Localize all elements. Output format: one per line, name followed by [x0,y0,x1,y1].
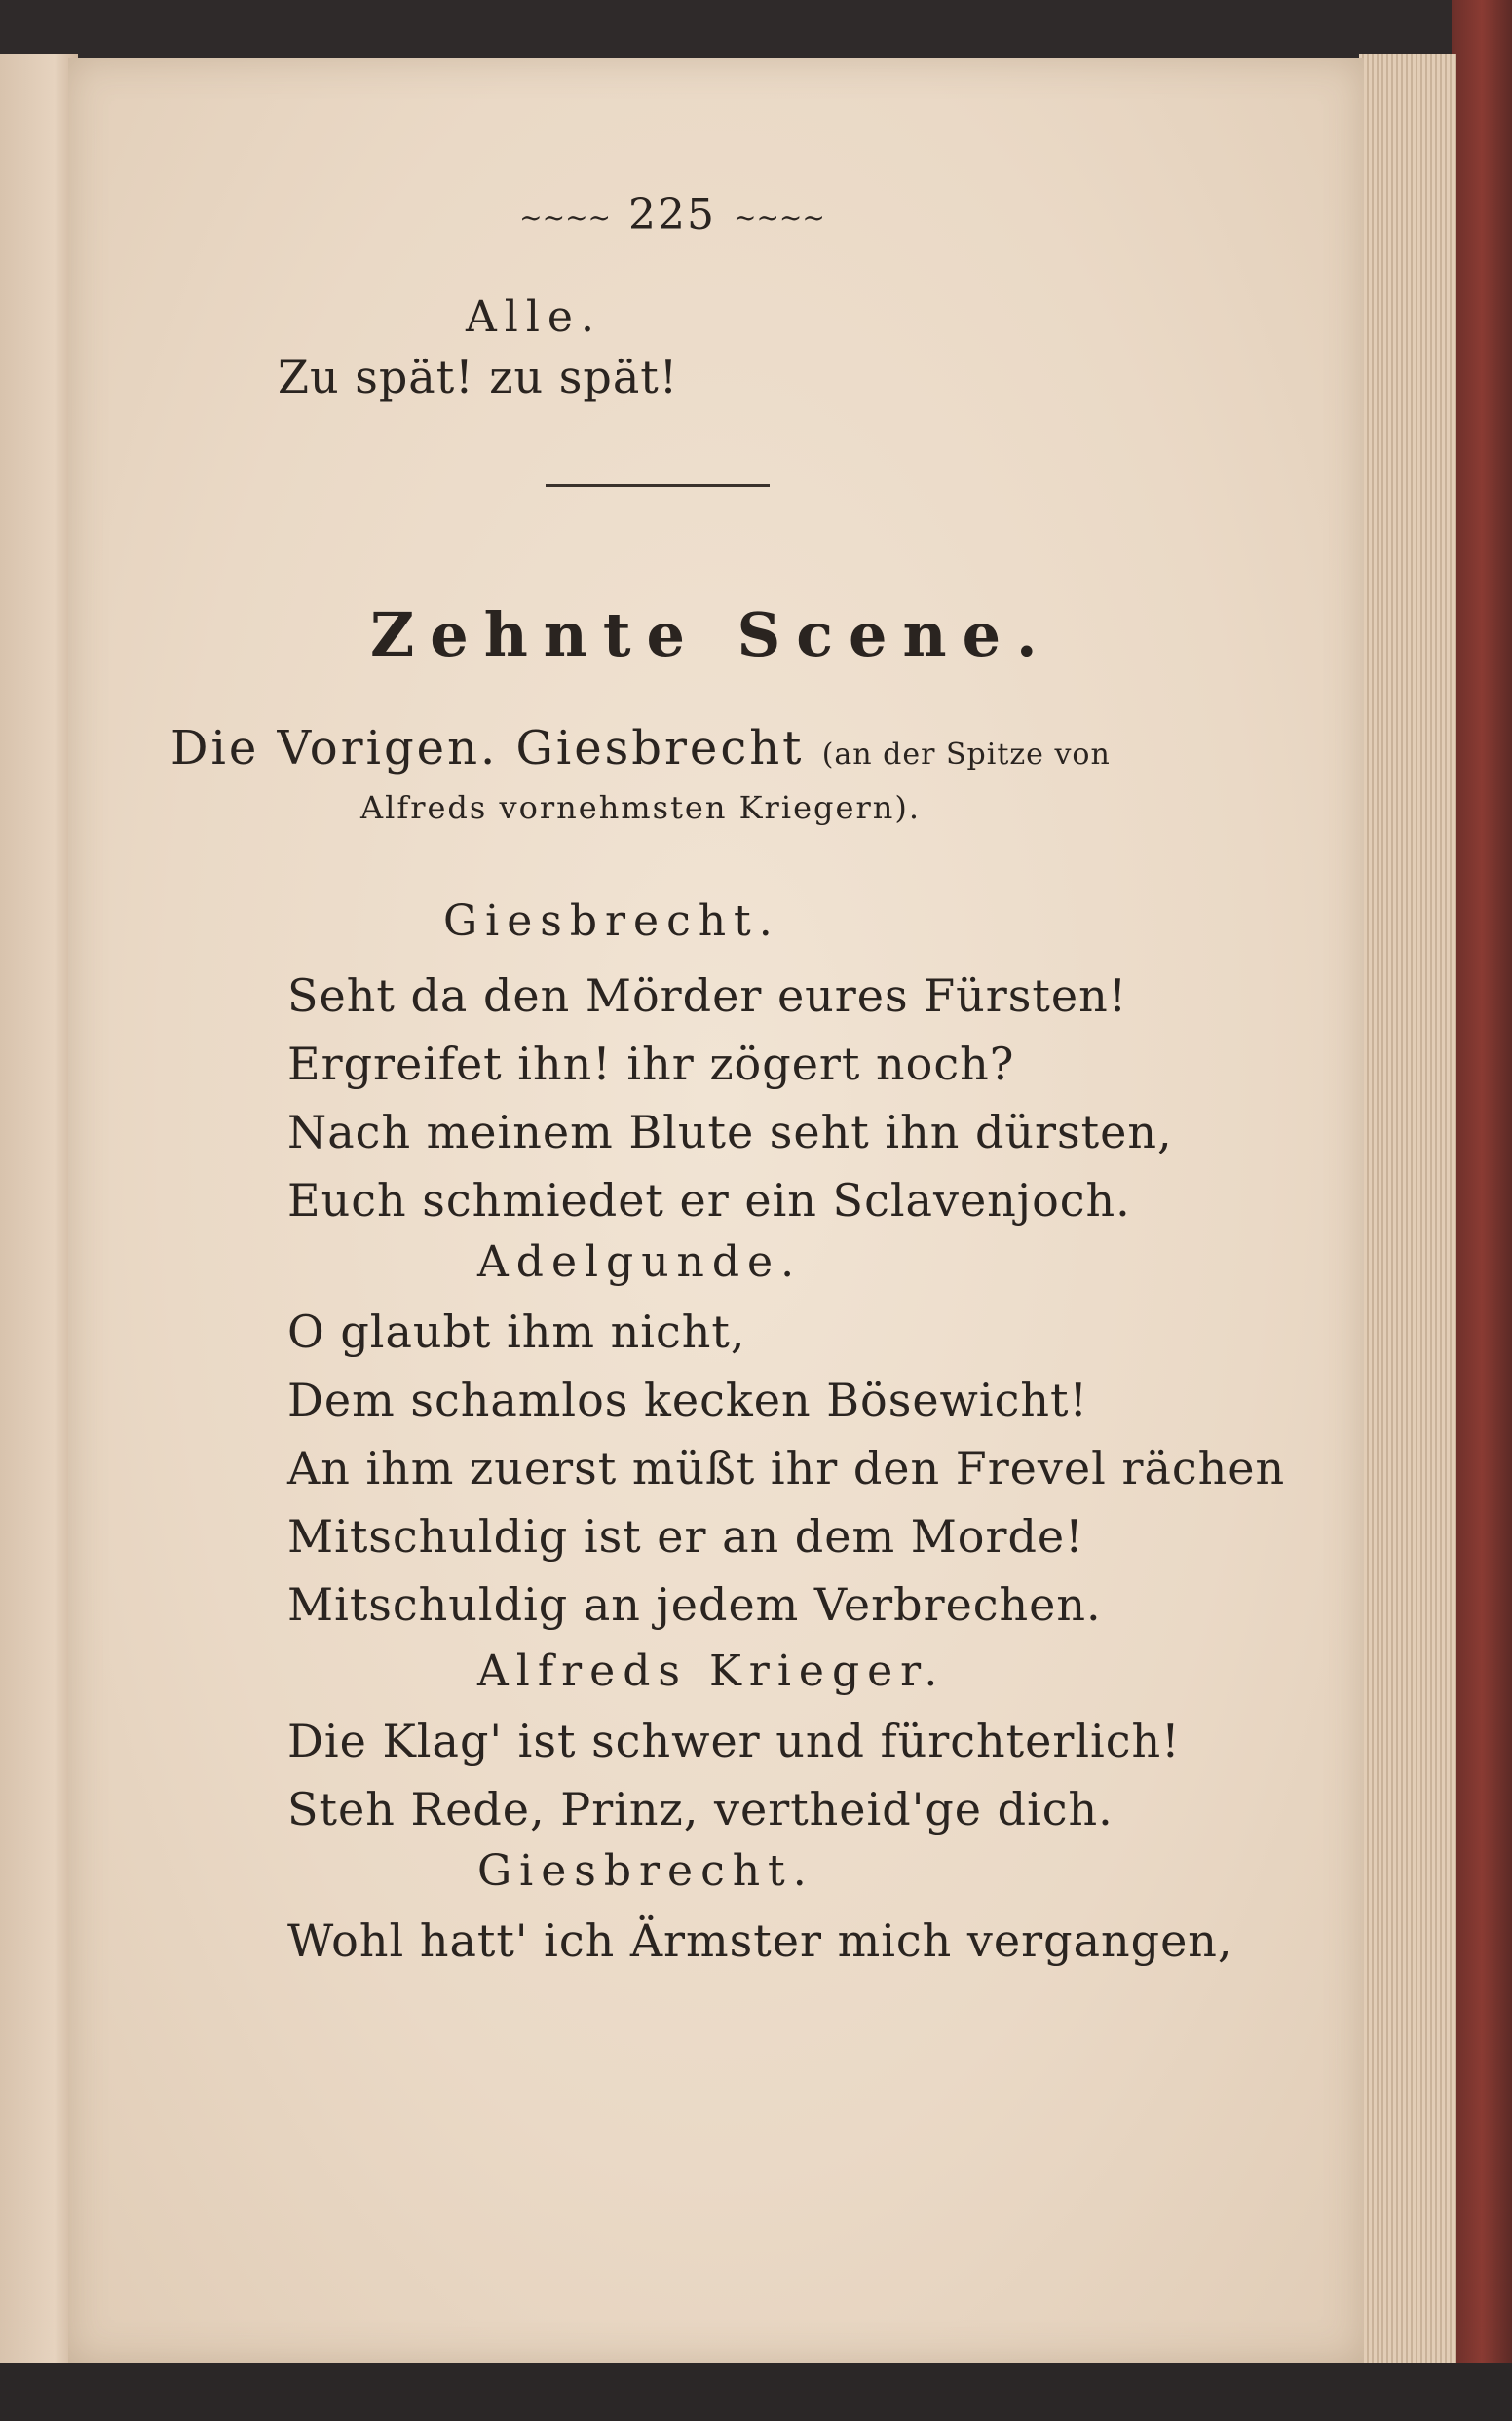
speaker-alfreds-krieger: Alfreds Krieger. [477,1646,946,1696]
book-cover-bottom [0,2363,1512,2421]
page-header [487,190,857,240]
stage-direction-main: Die Vorigen. Giesbrecht [170,721,805,775]
header-ornament-right: ~~~~ [733,202,825,234]
speaker-giesbrecht: Giesbrecht. [477,1846,814,1896]
verse-line: Seht da den Mörder eures Fürsten! [287,969,1128,1022]
speaker-adelgunde: Adelgunde. [477,1237,803,1287]
section-divider [546,484,770,487]
page-stack-edges [1359,54,1456,2372]
book-cover-top [0,0,1512,58]
scene-title: Zehnte Scene. [370,599,1053,670]
verse-line: Mitschuldig an jedem Verbrechen. [287,1578,1102,1631]
header-ornament-left: ~~~~ [519,202,611,234]
verse-line: Zu spät! zu spät! [278,351,679,403]
stage-direction-continued: Alfreds vornehmsten Kriegern). [360,789,921,826]
verse-line: Euch schmiedet er ein Sclavenjoch. [287,1174,1131,1227]
verse-line: Steh Rede, Prinz, vertheid'ge dich. [287,1783,1114,1835]
speaker-alle: Alle. [466,292,602,342]
verse-line: Nach meinem Blute seht ihn dürsten, [287,1106,1173,1158]
speaker-giesbrecht: Giesbrecht. [443,896,780,946]
verse-line: Mitschuldig ist er an dem Morde! [287,1510,1084,1563]
verse-line: Dem schamlos kecken Bösewicht! [287,1374,1088,1426]
stage-direction [170,721,1111,775]
verse-line: Wohl hatt' ich Ärmster mich vergangen, [287,1914,1233,1967]
previous-page-edge [0,54,78,2372]
verse-line: O glaubt ihm nicht, [287,1305,746,1358]
book-binding-right [1452,0,1512,2421]
stage-direction-aside: (an der Spitze von [821,738,1111,772]
verse-line: An ihm zuerst müßt ihr den Frevel rächen [287,1442,1286,1494]
verse-line: Die Klag' ist schwer und fürchterlich! [287,1715,1181,1767]
page-number: 225 [628,190,716,240]
verse-line: Ergreifet ihn! ihr zögert noch? [287,1038,1015,1090]
